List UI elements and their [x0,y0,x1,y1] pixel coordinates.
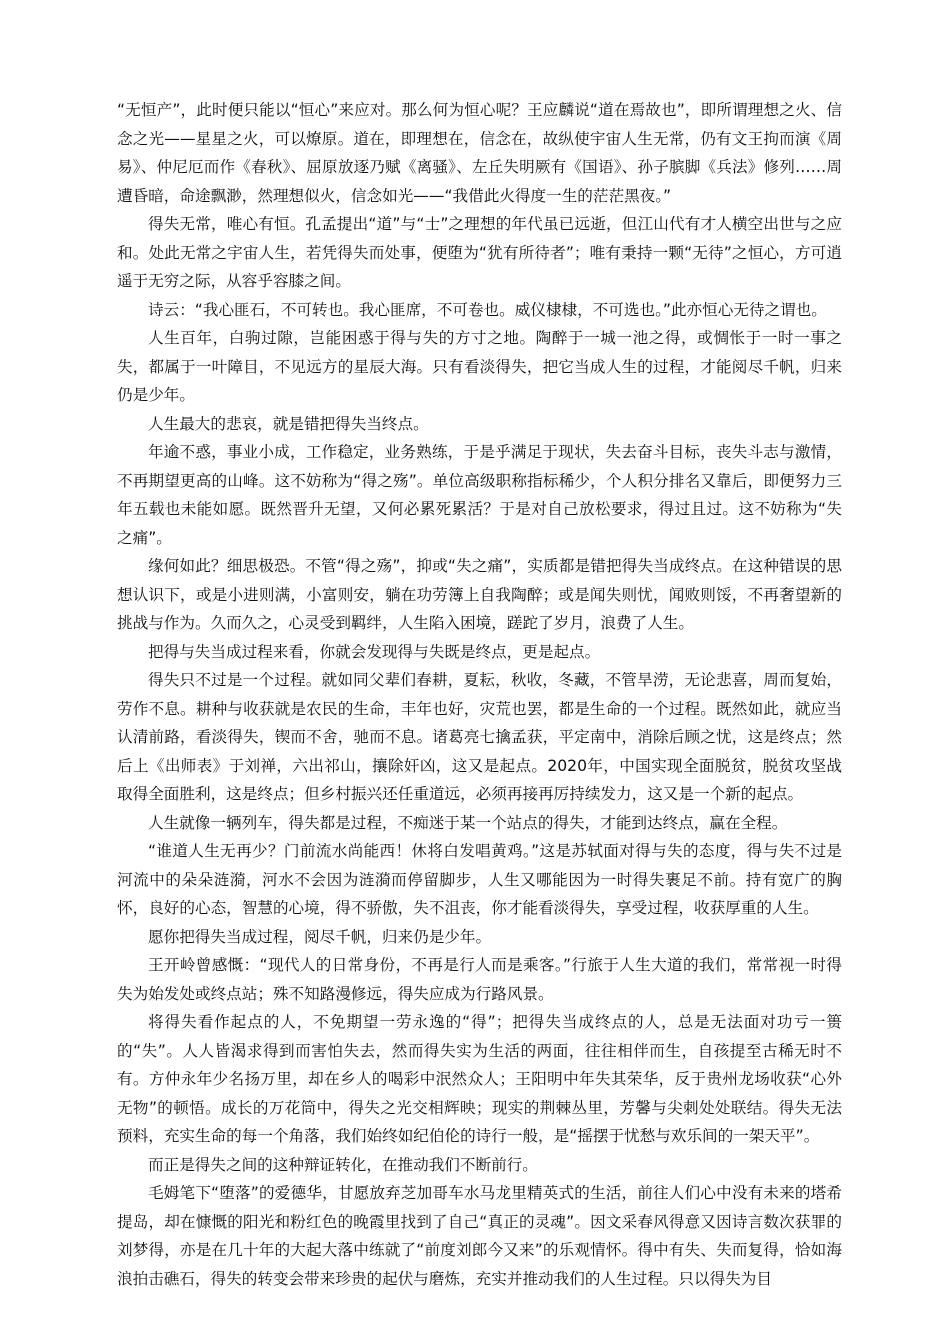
paragraph: 愿你把得失当成过程，阅尽千帆，归来仍是少年。 [148,927,492,946]
paragraph: 人生百年，白驹过隙，岂能困惑于得与失的方寸之地。陶醉于一城一池之得，或惆怅于一时一事之失，都属于一叶障目，不见远方的星辰大海。只有看淡得失，把它当成人生的过程，才能阅尽千帆，归来仍是少年。 [117,329,842,404]
paragraph: 缘何如此？细思极恐。不管“得之殇”，抑或“失之痛”，实质都是错把得失当成终点。在这种错误的思想认识下，或是小进则满，小富则安，躺在功劳簿上自我陶醉；或是闻失则忧，闻败则馁，不再奢望新的挑战与作为。久而久之，心灵受到羁绊，人生陷入困境，蹉跎了岁月，浪费了人生。 [117,557,842,632]
paragraph: 得失无常，唯心有恒。孔孟提出“道”与“士”之理想的年代虽已远逝，但江山代有才人横空出世与之应和。处此无常之宇宙人生，若凭得失而处事，便堕为“犹有所待者”；唯有秉持一颗“无待”之恒心，方可逍遥于无穷之际，从容乎容膝之间。 [117,215,842,290]
document-body [117,96,842,1293]
paragraph: 诗云：“我心匪石，不可转也。我心匪席，不可卷也。威仪棣棣，不可选也。”此亦恒心无待之谓也。 [148,300,827,319]
paragraph: 人生就像一辆列车，得失都是过程，不痴迷于某一个站点的得失，才能到达终点，赢在全程。 [148,813,788,832]
paragraph: “谁道人生无再少？门前流水尚能西！休将白发唱黄鸡。”这是苏轼面对得与失的态度，得与失不过是河流中的朵朵涟漪，河水不会因为涟漪而停留脚步，人生又哪能因为一时得失裹足不前。持有宽广的胸怀，良好的心态，智慧的心境，得不骄傲，失不沮丧，你才能看淡得失，享受过程，收获厚重的人生。 [117,842,842,917]
paragraph: 得失只不过是一个过程。就如同父辈们春耕，夏耘，秋收，冬藏，不管旱涝，无论悲喜，周而复始，劳作不息。耕种与收获就是农民的生命，丰年也好，灾荒也罢，都是生命的一个过程。既然如此，就应当认清前路，看淡得失，锲而不舍，驰而不息。诸葛亮七擒孟获，平定南中，消除后顾之忧，这是终点；然后上《出师表》于刘禅，六出祁山，攘除奸凶，这又是起点。2020年，中国实现全面脱贫，脱贫攻坚战取得全面胜利，这是终点；但乡村振兴还任重道远，必须再接再厉持续发力，这又是一个新的起点。 [117,671,842,803]
paragraph: 人生最大的悲哀，就是错把得失当终点。 [148,414,429,433]
paragraph: 把得与失当成过程来看，你就会发现得与失既是终点，更是起点。 [148,642,601,661]
paragraph: 而正是得失之间的这种辩证转化，在推动我们不断前行。 [148,1155,538,1174]
paragraph: 年逾不惑，事业小成，工作稳定，业务熟练，于是乎满足于现状，失去奋斗目标，丧失斗志与激情，不再期望更高的山峰。这不妨称为“得之殇”。单位高级职称指标稀少，个人积分排名又靠后，即便努力三年五载也未能如愿。既然晋升无望，又何必累死累活？于是对自己放松要求，得过且过。这不妨称为“失之痛”。 [117,443,842,547]
paragraph: 毛姆笔下“堕落”的爱德华，甘愿放弃芝加哥车水马龙里精英式的生活，前往人们心中没有未来的塔希提岛，却在慷慨的阳光和粉红色的晚霞里找到了自己“真正的灵魂”。因文采春风得意又因诗言数次获罪的刘梦得，亦是在几十年的大起大落中练就了“前度刘郎今又来”的乐观情怀。得中有失、失而复得，恰如海浪拍击礁石，得失的转变会带来珍贵的起伏与磨炼，充实并推动我们的人生过程。只以得失为目 [117,1184,842,1288]
paragraph: “无恒产”，此时便只能以“恒心”来应对。那么何为恒心呢？王应麟说“道在焉故也”，即所谓理想之火、信念之光——星星之火，可以燎原。道在，即理想在，信念在，故纵使宇宙人生无常，仍有文王拘而演《周易》、仲尼厄而作《春秋》、屈原放逐乃赋《离骚》、左丘失明厥有《国语》、孙子膑脚《兵法》修列……周遭昏暗，命途飘渺，然理想似火，信念如光——“我借此火得度一生的茫茫黑夜。” [117,101,842,205]
paragraph: 将得失看作起点的人，不免期望一劳永逸的“得”；把得失当成终点的人，总是无法面对功亏一篑的“失”。人人皆渴求得到而害怕失去，然而得失实为生活的两面，往往相伴而生，自孩提至古稀无时不有。方仲永年少名扬万里，却在乡人的喝彩中泯然众人；王阳明中年失其荣华，反于贵州龙场收获“心外无物”的顿悟。成长的万花筒中，得失之光交相辉映；现实的荆棘丛里，芳馨与尖刺处处联结。得失无法预料，充实生命的每一个角落，我们始终如纪伯伦的诗行一般，是“摇摆于忧愁与欢乐间的一架天平”。 [117,1013,842,1145]
paragraph: 王开岭曾感慨：“现代人的日常身份，不再是行人而是乘客。”行旅于人生大道的我们，常常视一时得失为始发处或终点站；殊不知路漫修远，得失应成为行路风景。 [117,956,842,1003]
